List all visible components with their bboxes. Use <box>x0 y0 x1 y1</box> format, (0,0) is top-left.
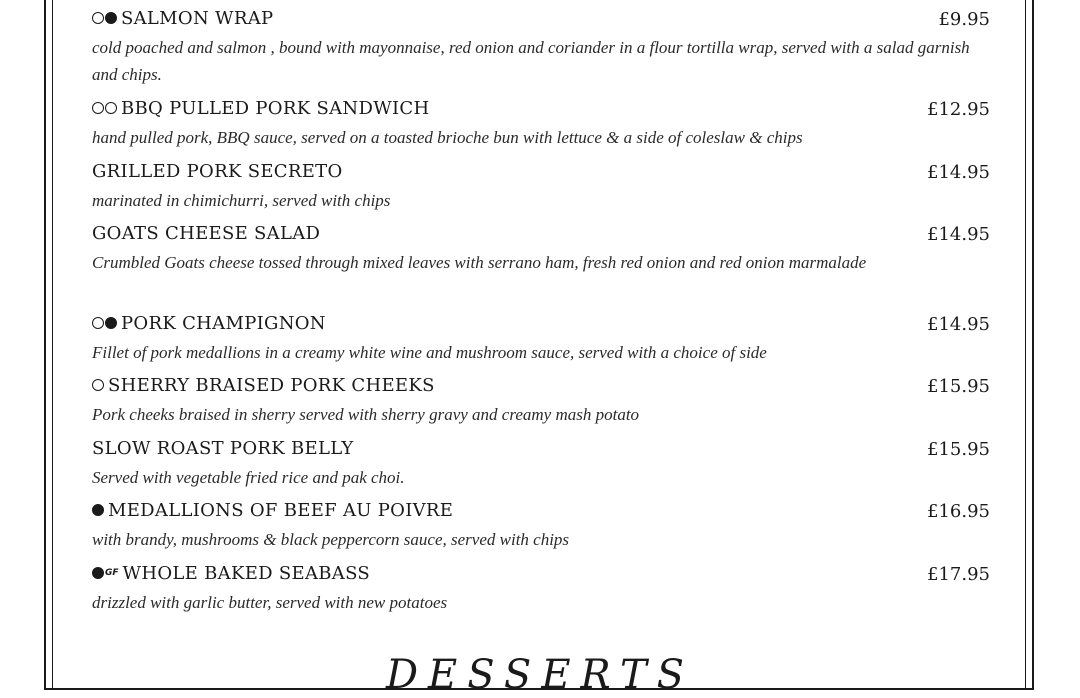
item-description: drizzled with garlic butter, served with new potatoes <box>92 593 448 612</box>
item-description: with brandy, mushrooms & black peppercorn sauce, served with chips <box>92 530 570 549</box>
item-name: GRILLED PORK SECRETO <box>92 161 343 182</box>
dietary-icons <box>92 9 118 28</box>
dairy-icon <box>92 317 104 329</box>
item-description: Pork cheeks braised in sherry served with sherry gravy and creamy mash potato <box>92 405 640 424</box>
item-price: £12.95 <box>927 99 990 120</box>
item-description: Crumbled Goats cheese tossed through mixed leaves with serrano ham, fresh red onion and red onion marmalade <box>92 253 867 272</box>
section-heading-desserts: DESSERTS <box>385 652 695 698</box>
menu-item <box>92 161 992 214</box>
item-price: £15.95 <box>927 376 990 397</box>
item-description: Served with vegetable fried rice and pak choi. <box>92 468 405 487</box>
item-price: £16.95 <box>927 501 990 522</box>
menu-item <box>92 98 992 151</box>
fish-icon <box>92 567 104 579</box>
dairy-icon <box>105 102 117 114</box>
menu-item <box>92 313 992 366</box>
dietary-icons <box>92 564 120 583</box>
menu-item <box>92 438 992 491</box>
item-name: SHERRY BRAISED PORK CHEEKS <box>108 375 435 396</box>
item-price: £15.95 <box>927 439 990 460</box>
menu-item <box>92 500 992 553</box>
item-price: £17.95 <box>927 564 990 585</box>
menu-item <box>92 563 992 616</box>
item-description: marinated in chimichurri, served with chips <box>92 191 391 210</box>
dietary-icons <box>92 501 105 520</box>
dietary-icons <box>92 376 105 395</box>
item-price: £14.95 <box>927 314 990 335</box>
item-name: GOATS CHEESE SALAD <box>92 223 321 244</box>
menu-item <box>92 8 992 88</box>
dairy-icon <box>92 379 104 391</box>
gluten-free-icon <box>92 504 104 516</box>
item-name: SLOW ROAST PORK BELLY <box>92 438 354 459</box>
vegetarian-icon <box>92 102 104 114</box>
gluten-free-icon <box>105 317 117 329</box>
item-name: MEDALLIONS OF BEEF AU POIVRE <box>108 500 454 521</box>
vegetarian-icon <box>92 12 104 24</box>
item-price: £14.95 <box>927 224 990 245</box>
item-description: cold poached and salmon , bound with mayonnaise, red onion and coriander in a flour tortilla wrap, served with a salad garnish and chips. <box>92 38 970 84</box>
gluten-free-icon: GF <box>105 567 119 578</box>
item-name: SALMON WRAP <box>121 8 274 29</box>
menu-item <box>92 223 992 276</box>
item-name: WHOLE BAKED SEABASS <box>122 563 371 584</box>
fish-icon <box>105 12 117 24</box>
menu-item <box>92 375 992 428</box>
item-price: £14.95 <box>927 162 990 183</box>
dietary-icons <box>92 99 118 118</box>
item-name: PORK CHAMPIGNON <box>121 313 326 334</box>
item-description: hand pulled pork, BBQ sauce, served on a toasted brioche bun with lettuce & a side of coleslaw & chips <box>92 128 803 147</box>
item-description: Fillet of pork medallions in a creamy white wine and mushroom sauce, served with a choice of side <box>92 343 767 362</box>
item-name: BBQ PULLED PORK SANDWICH <box>121 98 430 119</box>
dietary-icons <box>92 314 118 333</box>
item-price: £9.95 <box>938 9 990 30</box>
